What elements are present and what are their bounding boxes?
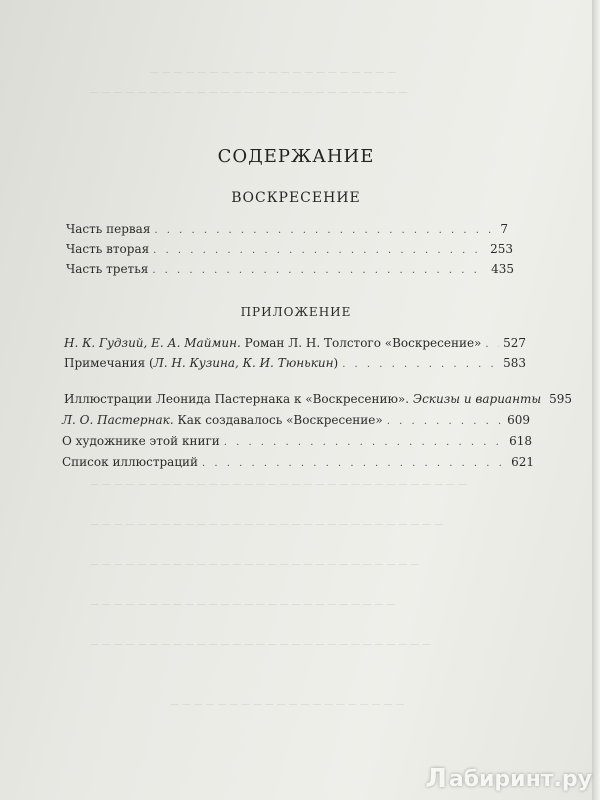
bleed-through-text: — — — — — — — — — — — — — — — — — — — — — — — — — — bbox=[90, 600, 396, 610]
toc-entry[interactable] bbox=[66, 242, 513, 256]
toc-entry-label bbox=[64, 356, 338, 370]
bleed-through-text: — — — — — — — — — — — — — — — — — — — — — — — — — — — — bbox=[90, 560, 420, 570]
toc-entry-title-end: ) bbox=[333, 356, 339, 370]
toc-entry-label: Часть вторая bbox=[66, 242, 150, 256]
toc-entry-title: Иллюстрации Леонида Пастернака к «Воскресению». bbox=[64, 392, 413, 406]
bleed-through-text: — — — — — — — — — — — — — — — — — — — — — — — — — — — bbox=[90, 88, 408, 98]
bleed-through-text: — — — — — — — — — — — — — — — — — — — — — — — — — — — — — bbox=[90, 640, 432, 650]
toc-entry-label bbox=[62, 413, 383, 427]
dot-leader bbox=[342, 359, 499, 370]
page-edge bbox=[592, 0, 600, 800]
dot-leader bbox=[224, 437, 505, 448]
dot-leader bbox=[153, 245, 486, 256]
toc-entry-page: 609 bbox=[507, 413, 530, 427]
toc-entry[interactable] bbox=[66, 262, 514, 276]
toc-entry-subtitle: Эскизы и варианты bbox=[412, 392, 542, 406]
toc-entry-label bbox=[64, 392, 541, 406]
bleed-through-text: — — — — — — — — — — — — — — — — — — — — — bbox=[150, 68, 397, 78]
toc-entry-page: 527 bbox=[503, 336, 526, 350]
dot-leader bbox=[387, 416, 503, 427]
toc-entry-title: Роман Л. Н. Толстого «Воскресение» bbox=[240, 336, 482, 350]
novel-section-title: ВОСКРЕСЕНИЕ bbox=[231, 190, 361, 206]
toc-entry-page: 253 bbox=[490, 242, 513, 256]
toc-entry-label bbox=[64, 336, 481, 350]
toc-entry[interactable] bbox=[64, 336, 526, 350]
toc-entry-authors: Л. Н. Кузина, К. И. Тюнькин bbox=[153, 356, 334, 370]
toc-entry-authors: Л. О. Пастернак. bbox=[62, 413, 174, 427]
dot-leader bbox=[485, 339, 499, 350]
dot-leader bbox=[202, 458, 507, 469]
toc-entry-page: 583 bbox=[503, 356, 526, 370]
dot-leader bbox=[154, 225, 496, 236]
toc-entry-title: Примечания ( bbox=[64, 356, 154, 370]
watermark-logo bbox=[425, 764, 592, 794]
toc-entry-label: Часть первая bbox=[66, 222, 151, 236]
toc-entry[interactable] bbox=[66, 222, 508, 236]
toc-entry-page: 435 bbox=[491, 262, 514, 276]
toc-entry-label: Список иллюстраций bbox=[62, 455, 199, 469]
bleed-through-text: — — — — — — — — — — — — — — — — — — — — — — — — — — — — — — bbox=[90, 520, 443, 530]
toc-entry-title: Как создавалось «Воскресение» bbox=[173, 413, 383, 427]
toc-entry-label: О художнике этой книги bbox=[62, 434, 220, 448]
toc-entry-page: 618 bbox=[509, 434, 532, 448]
watermark-text: абиринт.ру bbox=[448, 766, 592, 792]
bleed-through-text: — — — — — — — — — — — — — — — — — — — — bbox=[170, 700, 405, 710]
toc-entry[interactable] bbox=[64, 392, 573, 406]
toc-entry-page: 7 bbox=[500, 222, 508, 236]
contents-heading: СОДЕРЖАНИЕ bbox=[217, 146, 375, 167]
toc-entry-label: Часть третья bbox=[66, 262, 149, 276]
appendix-section-title: ПРИЛОЖЕНИЕ bbox=[240, 305, 352, 319]
toc-entry[interactable] bbox=[64, 356, 526, 370]
bleed-through-text: — — — — — — — — — — — — — — — — — — — — — — — — — — — — — — — — bbox=[90, 480, 467, 490]
labirint-logo-icon: Л bbox=[425, 764, 447, 794]
toc-entry[interactable] bbox=[62, 455, 534, 469]
toc-entry[interactable] bbox=[62, 434, 532, 448]
toc-entry-page: 595 bbox=[549, 392, 573, 406]
toc-entry-page: 621 bbox=[511, 455, 534, 469]
dot-leader bbox=[152, 265, 487, 276]
toc-entry[interactable] bbox=[62, 413, 530, 427]
toc-entry-authors: Н. К. Гудзий, Е. А. Маймин. bbox=[64, 336, 241, 350]
